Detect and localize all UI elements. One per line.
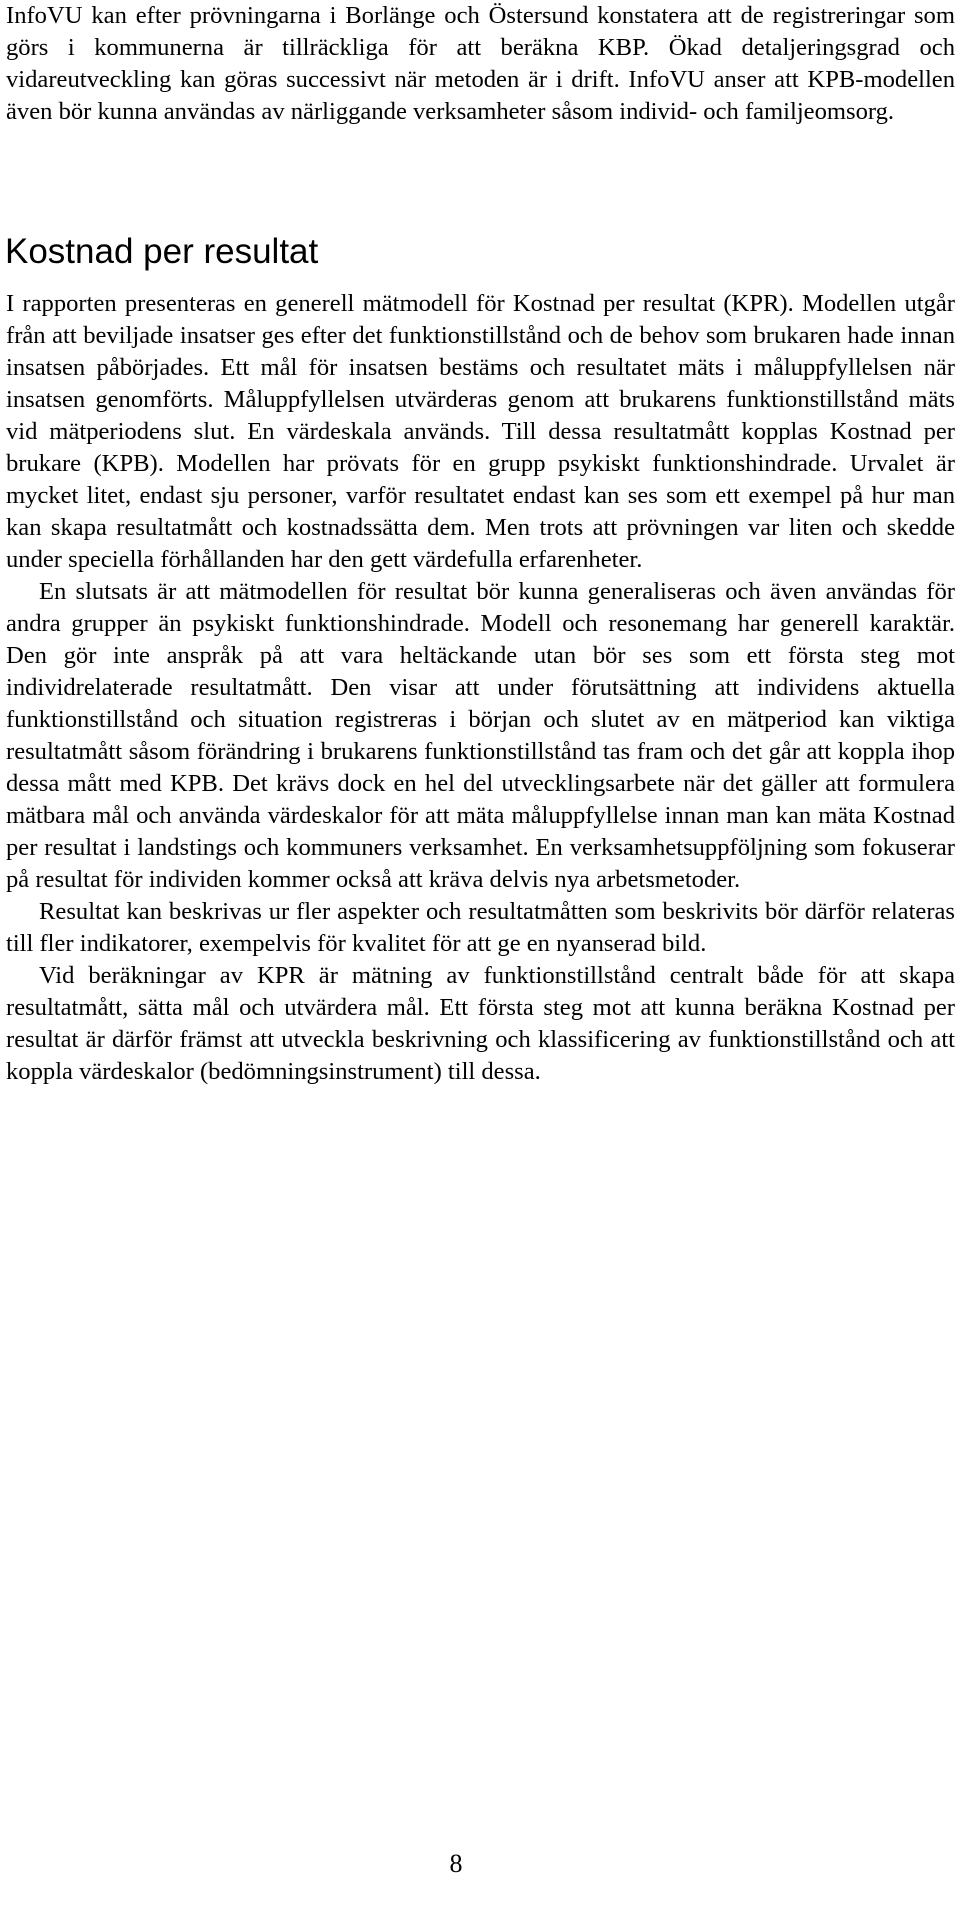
body-paragraph-1: I rapporten presenteras en generell mätmodell för Kostnad per resultat (KPR). Modellen utgår från att beviljade insatser ges efter det funktionstillstånd och de behov som brukaren hade innan insatsen påbörjades. Ett mål för insatsen bestäms och resultatet mäts i måluppfyllelsen när insatsen genomförts. Måluppfyllelsen utvärderas genom att brukarens funktionstillstånd mäts vid mätperiodens slut. En värdeskala används. Till dessa resultatmått kopplas Kostnad per brukare (KPB). Modellen har prövats för en grupp psykiskt funktionshindrade. Urvalet är mycket litet, endast sju personer, varför resultatet endast kan ses som ett exempel på hur man kan skapa resultatmått och kostnadssätta dem. Men trots att prövningen var liten och skedde under speciella förhållanden har den gett värdefulla erfarenheter. [6,290,955,573]
page-number: 8 [449,1849,463,1878]
intro-paragraph: InfoVU kan efter prövningarna i Borlänge och Östersund konstatera att de registreringar som görs i kommunerna är tillräckliga för att beräkna KBP. Ökad detaljeringsgrad och vidareutveckling kan göras successivt när metoden är i drift. InfoVU anser att KPB-modellen även bör kunna användas av närliggande verksamheter såsom individ- och familjeomsorg. [6,2,955,125]
section-body [6,288,955,1088]
intro-text-block [6,0,955,128]
body-paragraph-3: Resultat kan beskrivas ur fler aspekter och resultatmåtten som beskrivits bör därför relateras till fler indikatorer, exempelvis för kvalitet för att ge en nyanserad bild. [6,898,955,957]
section-heading: Kostnad per resultat [5,232,319,271]
body-paragraph-2: En slutsats är att mätmodellen för resultat bör kunna generaliseras och även användas för andra grupper än psykiskt funktionshindrade. Modell och resonemang har generell karaktär. Den gör inte anspråk på att vara heltäckande utan bör ses som ett första steg mot individrelaterade resultatmått. Den visar att under förutsättning att individens aktuella funktionstillstånd och situation registreras i början och slutet av en mätperiod kan viktiga resultatmått såsom förändring i brukarens funktionstillstånd tas fram och det går att koppla ihop dessa mått med KPB. Det krävs dock en hel del utvecklingsarbete när det gäller att formulera mätbara mål och använda värdeskalor för att mäta måluppfyllelse innan man kan mäta Kostnad per resultat i landstings och kommuners verksamhet. En verksamhetsuppföljning som fokuserar på resultat för individen kommer också att kräva delvis nya arbetsmetoder. [6,578,955,893]
body-paragraph-4: Vid beräkningar av KPR är mätning av funktionstillstånd centralt både för att skapa resultatmått, sätta mål och utvärdera mål. Ett första steg mot att kunna beräkna Kostnad per resultat är därför främst att utveckla beskrivning och klassificering av funktionstillstånd och att koppla värdeskalor (bedömningsinstrument) till dessa. [6,962,955,1085]
